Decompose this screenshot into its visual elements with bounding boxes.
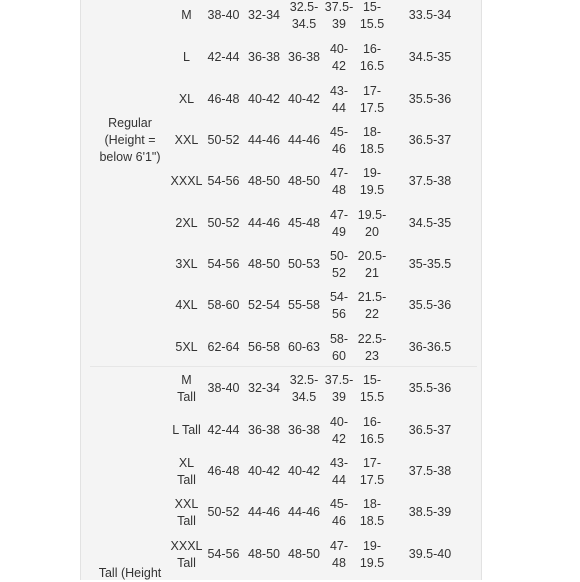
size-cell: L <box>183 50 190 64</box>
size-cell: M <box>181 8 192 22</box>
size-cell: M Tall <box>177 372 196 404</box>
size-cell: XXXL <box>170 174 203 188</box>
measurement-cell: 32-34 <box>248 8 280 22</box>
size-cell: XXXL Tall <box>170 538 203 570</box>
size-cell: XXL <box>174 133 199 147</box>
measurement-cell: 32.5- 34.5 <box>289 0 319 31</box>
measurement-cell: 19.5- 20 <box>357 207 387 239</box>
measurement-cell: 50-52 <box>207 133 240 147</box>
measurement-cell: 40-42 <box>288 92 320 106</box>
measurement-cell: 17- 17.5 <box>359 455 385 487</box>
group-label: Regular (Height = below 6'1") <box>99 116 161 164</box>
measurement-cell: 38.5-39 <box>408 505 452 519</box>
measurement-cell: 36.5-37 <box>408 423 452 437</box>
measurement-cell: 37.5-38 <box>408 464 452 478</box>
measurement-cell: 21.5- 22 <box>357 289 387 321</box>
measurement-cell: 58- 60 <box>329 331 349 363</box>
measurement-cell: 42-44 <box>207 50 240 64</box>
measurement-cell: 48-50 <box>248 547 280 561</box>
measurement-cell: 47- 48 <box>329 538 349 570</box>
measurement-cell: 43- 44 <box>329 455 349 487</box>
measurement-cell: 45- 46 <box>329 496 349 528</box>
measurement-cell: 62-64 <box>207 340 240 354</box>
measurement-cell: 44-46 <box>248 505 280 519</box>
measurement-cell: 44-46 <box>288 133 320 147</box>
group-label: Tall (Height <box>98 566 162 580</box>
measurement-cell: 47- 48 <box>329 165 349 197</box>
measurement-cell: 36-36.5 <box>408 340 452 354</box>
measurement-cell: 40-42 <box>288 464 320 478</box>
measurement-cell: 15- 15.5 <box>359 372 385 404</box>
measurement-cell: 40- 42 <box>329 41 349 73</box>
measurement-cell: 19- 19.5 <box>359 165 385 197</box>
measurement-cell: 35.5-36 <box>408 381 452 395</box>
measurement-cell: 37.5- 39 <box>324 372 354 404</box>
size-cell: L Tall <box>172 423 201 437</box>
measurement-cell: 37.5-38 <box>408 174 452 188</box>
size-cell: XL <box>178 92 195 106</box>
measurement-cell: 42-44 <box>207 423 240 437</box>
measurement-cell: 36-38 <box>288 50 320 64</box>
size-cell: 4XL <box>175 298 198 312</box>
measurement-cell: 33.5-34 <box>408 8 452 22</box>
measurement-cell: 36-38 <box>288 423 320 437</box>
measurement-cell: 45- 46 <box>329 124 349 156</box>
size-cell: XXL Tall <box>174 496 199 528</box>
size-cell: 3XL <box>175 257 198 271</box>
measurement-cell: 44-46 <box>288 505 320 519</box>
measurement-cell: 35-35.5 <box>408 257 452 271</box>
measurement-cell: 60-63 <box>288 340 320 354</box>
measurement-cell: 36-38 <box>248 423 280 437</box>
measurement-cell: 45-48 <box>288 216 320 230</box>
measurement-cell: 40-42 <box>248 464 280 478</box>
size-cell: 2XL <box>175 216 198 230</box>
measurement-cell: 47- 49 <box>329 207 349 239</box>
measurement-cell: 37.5- 39 <box>324 0 354 31</box>
measurement-cell: 38-40 <box>207 8 240 22</box>
measurement-cell: 58-60 <box>207 298 240 312</box>
measurement-cell: 48-50 <box>288 547 320 561</box>
measurement-cell: 16- 16.5 <box>359 41 385 73</box>
measurement-cell: 38-40 <box>207 381 240 395</box>
measurement-cell: 48-50 <box>248 257 280 271</box>
measurement-cell: 34.5-35 <box>408 50 452 64</box>
measurement-cell: 32.5- 34.5 <box>289 372 319 404</box>
measurement-cell: 35.5-36 <box>408 92 452 106</box>
measurement-cell: 20.5- 21 <box>357 248 387 280</box>
measurement-cell: 16- 16.5 <box>359 414 385 446</box>
measurement-cell: 32-34 <box>248 381 280 395</box>
measurement-cell: 44-46 <box>248 216 280 230</box>
measurement-cell: 35.5-36 <box>408 298 452 312</box>
measurement-cell: 48-50 <box>288 174 320 188</box>
measurement-cell: 54-56 <box>207 547 240 561</box>
measurement-cell: 15- 15.5 <box>359 0 385 31</box>
measurement-cell: 46-48 <box>207 92 240 106</box>
measurement-cell: 50- 52 <box>329 248 349 280</box>
measurement-cell: 40-42 <box>248 92 280 106</box>
measurement-cell: 54-56 <box>207 174 240 188</box>
measurement-cell: 43- 44 <box>329 83 349 115</box>
measurement-cell: 39.5-40 <box>408 547 452 561</box>
measurement-cell: 36.5-37 <box>408 133 452 147</box>
measurement-cell: 46-48 <box>207 464 240 478</box>
measurement-cell: 44-46 <box>248 133 280 147</box>
size-cell: XL Tall <box>177 455 196 487</box>
measurement-cell: 56-58 <box>248 340 280 354</box>
measurement-cell: 54- 56 <box>329 289 349 321</box>
measurement-cell: 17- 17.5 <box>359 83 385 115</box>
measurement-cell: 52-54 <box>248 298 280 312</box>
measurement-cell: 22.5- 23 <box>357 331 387 363</box>
measurement-cell: 50-53 <box>288 257 320 271</box>
measurement-cell: 36-38 <box>248 50 280 64</box>
measurement-cell: 18- 18.5 <box>359 496 385 528</box>
measurement-cell: 34.5-35 <box>408 216 452 230</box>
measurement-cell: 54-56 <box>207 257 240 271</box>
size-cell: 5XL <box>175 340 198 354</box>
measurement-cell: 50-52 <box>207 505 240 519</box>
measurement-cell: 55-58 <box>288 298 320 312</box>
measurement-cell: 48-50 <box>248 174 280 188</box>
measurement-cell: 50-52 <box>207 216 240 230</box>
measurement-cell: 19- 19.5 <box>359 538 385 570</box>
measurement-cell: 18- 18.5 <box>359 124 385 156</box>
measurement-cell: 40- 42 <box>329 414 349 446</box>
